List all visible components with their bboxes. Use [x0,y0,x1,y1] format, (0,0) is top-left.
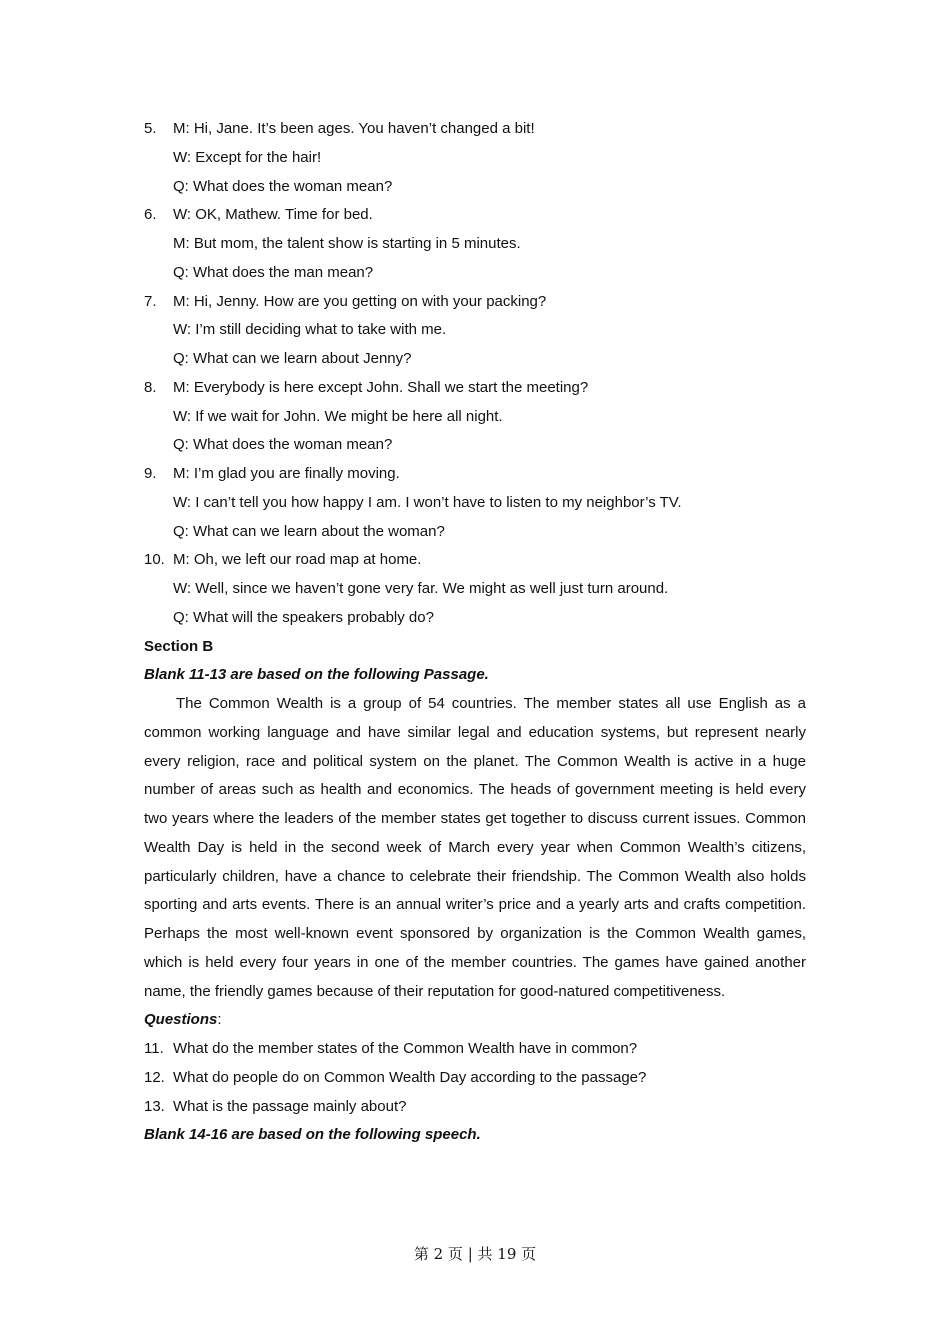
dialogue-line: M: Hi, Jane. It’s been ages. You haven’t changed a bit! [173,120,535,137]
dialogue-line: W: Except for the hair! [173,148,322,166]
dialogue-question: Q: What will the speakers probably do? [173,608,434,626]
dialogue-line: W: OK, Mathew. Time for bed. [173,206,373,224]
dialogue-number: 7. [144,292,157,310]
page-content [144,115,806,1150]
questions-heading [144,1006,806,1035]
dialogue-number: 10. [144,551,165,569]
dialogue-number: 5. [144,120,157,137]
dialogue-number: 9. [144,465,157,482]
question-item [144,1035,806,1064]
dialogue-item [144,288,806,374]
blank-instruction: Blank 14-16 are based on the following speech. [144,1126,481,1144]
question-text: What do the member states of the Common Wealth have in common? [173,1040,638,1057]
dialogue-question: Q: What does the man mean? [173,263,374,281]
passage-paragraph: The Common Wealth is a group of 54 countries. The member states all use English as a common working language and have similar legal and education systems, but represent nearly every religion, race and political system on the planet. The Common Wealth is active in a huge number of areas such as health and economics. The heads of government meeting is held every two years where the leaders of the member states get together to discuss current issues. Common Wealth Day is held in the second week of March every year when Common Wealth’s citizens, particularly children, have a chance to celebrate their friendship. The Common Wealth also holds sporting and arts events. There is an annual writer’s price and a yearly arts and crafts competition. Perhaps the most well-known event sponsored by organization is the Common Wealth games, which is held every four years in one of the member countries. The games have gained another name, the friendly games because of their reputation for good-natured competitiveness. [144,695,806,1000]
question-item [144,1064,806,1093]
dialogue-line: M: Oh, we left our road map at home. [173,551,422,569]
dialogue-line: M: Everybody is here except John. Shall we start the meeting? [173,378,589,396]
question-number: 13. [144,1097,165,1115]
question-text: What is the passage mainly about? [173,1097,407,1115]
question-number: 11. [144,1040,164,1057]
dialogue-question: Q: What does the woman mean? [173,436,393,454]
dialogue-question: Q: What can we learn about Jenny? [173,350,412,367]
dialogue-line: W: I can’t tell you how happy I am. I won’t have to listen to my neighbor’s TV. [173,493,682,511]
dialogue-question: Q: What can we learn about the woman? [173,522,445,540]
dialogue-line: M: But mom, the talent show is starting in 5 minutes. [173,235,521,252]
questions-colon: : [217,1011,222,1029]
question-item [144,1093,806,1122]
page-footer: 第 2 页 | 共 19 页 [413,1245,537,1263]
dialogue-item [144,546,806,632]
question-text: What do people do on Common Wealth Day according to the passage? [173,1068,647,1086]
dialogue-line: W: If we wait for John. We might be here all night. [173,407,503,425]
dialogue-number: 6. [144,206,157,224]
dialogue-line: W: I’m still deciding what to take with me. [173,321,447,339]
dialogue-item [144,460,806,546]
blank-instruction: Blank 11-13 are based on the following Passage. [144,666,489,684]
dialogue-line: W: Well, since we haven’t gone very far. We might as well just turn around. [173,580,669,597]
questions-label: Questions [144,1011,218,1029]
dialogue-item [144,115,806,201]
dialogue-number: 8. [144,378,157,396]
question-number: 12. [144,1068,165,1086]
dialogue-item [144,201,806,287]
section-heading: Section B [144,637,214,655]
dialogue-line: M: Hi, Jenny. How are you getting on with your packing? [173,292,547,310]
dialogue-question: Q: What does the woman mean? [173,177,393,195]
dialogue-line: M: I’m glad you are finally moving. [173,465,400,482]
dialogue-item [144,374,806,460]
